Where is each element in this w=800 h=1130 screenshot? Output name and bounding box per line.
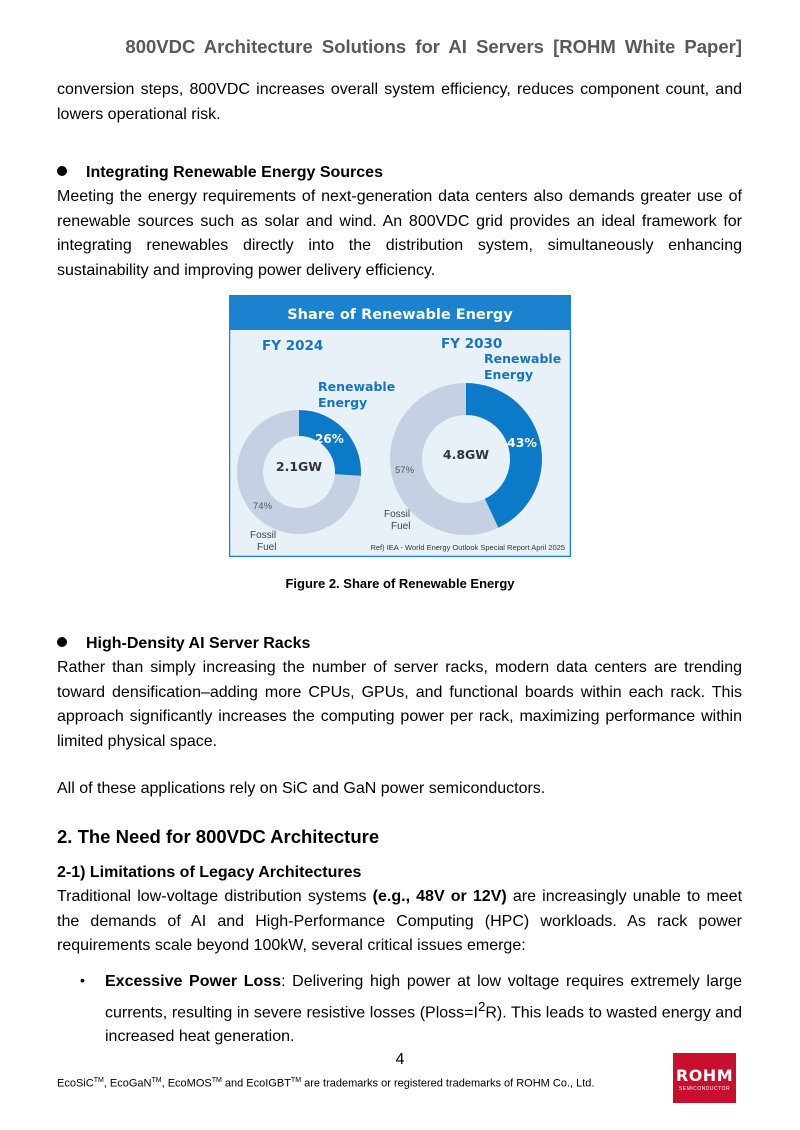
- figure-banner-title: Share of Renewable Energy: [287, 307, 513, 323]
- fy2030-fossil-callout-line2: Fuel: [391, 521, 411, 532]
- fy2030-label: FY 2030: [441, 336, 503, 352]
- list-bullet-icon: •: [80, 972, 85, 988]
- tm-sup: TM: [211, 1077, 222, 1084]
- trademark-footer: [57, 1077, 594, 1090]
- racks-paragraph: Rather than simply increasing the number of server racks, modern data centers are trending toward densification–adding more CPUs, GPUs, and functional boards within each rack. This approach significantly increases the computing power per rack, maximizing performance within limited physical space.: [57, 659, 742, 750]
- tm-sup: TM: [93, 1077, 104, 1084]
- tm-tail: are trademarks or registered trademarks of ROHM Co., Ltd.: [301, 1077, 595, 1090]
- power-loss-title: Excessive Power Loss: [105, 973, 282, 990]
- page-header-title: 800VDC Architecture Solutions for AI Servers [ROHM White Paper]: [125, 36, 742, 57]
- page-number: 4: [395, 1051, 405, 1068]
- power-loss-text-1: : Delivering high power at low voltage requires extremely large currents, resulting in severe resistive losses (Ploss=I: [105, 973, 742, 1021]
- renewable-callout-2030-line2: Energy: [484, 367, 534, 382]
- fy2024-fossil-slice-label: 74%: [253, 501, 273, 512]
- tm-ecosic: EcoSiC: [57, 1077, 94, 1090]
- racks-heading-text: High-Density AI Server Racks: [86, 635, 311, 652]
- renewable-heading-text: Integrating Renewable Energy Sources: [86, 164, 383, 181]
- tm-sup: TM: [151, 1077, 162, 1084]
- fy2024-fossil-callout-line2: Fuel: [257, 542, 277, 553]
- legacy-text-before: Traditional low-voltage distribution systems: [57, 888, 373, 905]
- tm-ecomos: , EcoMOS: [161, 1077, 212, 1090]
- renewable-paragraph: Meeting the energy requirements of next-generation data centers also demands greater use of renewable sources such as solar and wind. An 800VDC grid provides an ideal framework for integrating renewables directly into the distribution system, simultaneously enhancing sustainability and improving power delivery efficiency.: [57, 188, 742, 279]
- fy2024-label: FY 2024: [262, 338, 324, 354]
- legacy-paragraph: [57, 885, 742, 959]
- legacy-text-after: are increasingly unable to meet the demands of AI and High-Performance Computing (HPC) workloads. As rack power requirements scale beyond 100kW, several critical issues emerge:: [57, 888, 743, 954]
- figure-reference: Ref) IEA - World Energy Outlook Special Report April 2025: [370, 543, 565, 552]
- tm-ecoigbt: and EcoIGBT: [221, 1077, 291, 1090]
- renewable-callout-2024-line1: Renewable: [318, 379, 396, 394]
- figure-caption: Figure 2. Share of Renewable Energy: [285, 576, 515, 591]
- list-item-power-loss: [105, 970, 742, 1050]
- legacy-voltage-example: (e.g., 48V or 12V): [372, 888, 507, 905]
- bullet-dot-icon: [57, 166, 67, 176]
- intro-paragraph: conversion steps, 800VDC increases overall system efficiency, reduces component count, and lowers operational risk.: [57, 81, 742, 123]
- renewable-callout-2024-line2: Energy: [318, 395, 368, 410]
- renewable-callout-2030-line1: Renewable: [484, 351, 562, 366]
- sic-gan-note: All of these applications rely on SiC and GaN power semiconductors.: [57, 780, 546, 797]
- bullet-dot-icon: [57, 637, 67, 647]
- fy2030-center-label: 4.8GW: [442, 447, 490, 462]
- renewable-share-figure: [229, 295, 571, 557]
- rohm-logo: [673, 1053, 736, 1103]
- power-loss-superscript: 2: [477, 998, 486, 1014]
- fy2030-fossil-callout-line1: Fossil: [384, 509, 411, 520]
- subsection-heading-legacy: 2-1) Limitations of Legacy Architectures: [57, 864, 362, 881]
- power-loss-text-2: R). This leads to wasted energy and increased heat generation.: [105, 1003, 742, 1046]
- section-heading-need-800vdc: 2. The Need for 800VDC Architecture: [57, 826, 380, 847]
- bullet-heading-renewable: [57, 164, 383, 182]
- fy2030-fossil-slice-label: 57%: [395, 465, 415, 476]
- fy2024-center-label: 2.1GW: [275, 459, 323, 474]
- rohm-logo-wordmark: ROHM: [675, 1066, 734, 1085]
- rohm-logo-subtitle: SEMICONDUCTOR: [678, 1086, 731, 1092]
- tm-sup: TM: [290, 1077, 302, 1084]
- fy2024-fossil-callout-line1: Fossil: [250, 530, 277, 541]
- fy2024-renewable-slice-label: 26%: [315, 432, 344, 446]
- tm-ecogan: , EcoGaN: [103, 1077, 152, 1090]
- bullet-heading-racks: [57, 635, 310, 653]
- renewable-share-chart: [229, 295, 571, 557]
- fy2030-renewable-slice-label: 43%: [507, 435, 537, 450]
